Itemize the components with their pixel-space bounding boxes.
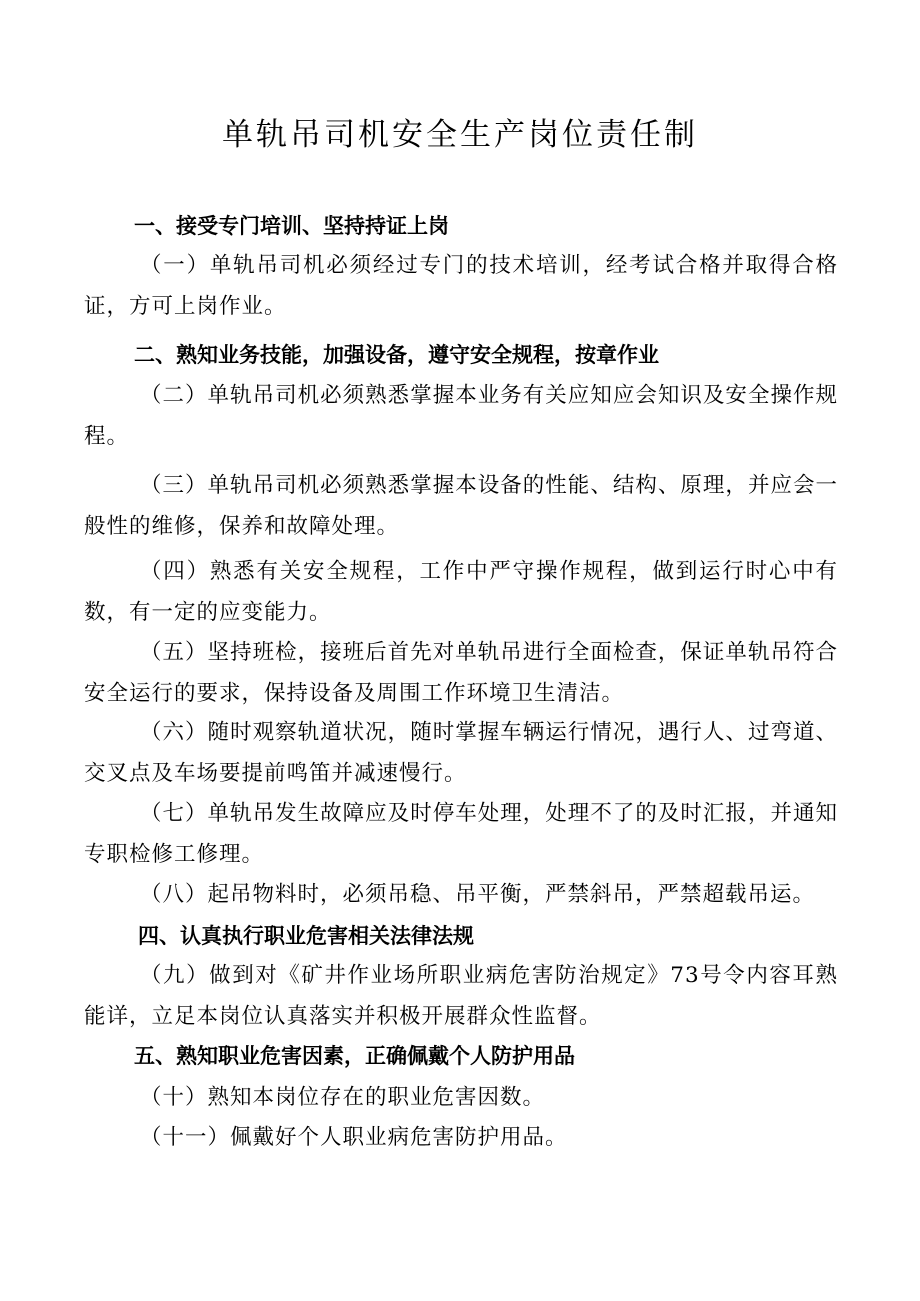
paragraph-4: （四）熟悉有关安全规程，工作中严守操作规程，做到运行时心中有数，有一定的应变能力。 xyxy=(84,559,838,625)
paragraph-1: （一）单轨吊司机必须经过专门的技术培训，经考试合格并取得合格证，方可上岗作业。 xyxy=(84,253,838,319)
paragraph-2: （二）单轨吊司机必须熟悉掌握本业务有关应知应会知识及安全操作规程。 xyxy=(84,383,838,449)
paragraph-10: （十）熟知本岗位存在的职业危害因数。 xyxy=(140,1085,546,1110)
paragraph-7: （七）单轨吊发生故障应及时停车处理，处理不了的及时汇报，并通知专职检修工修理。 xyxy=(84,801,838,867)
section-heading-2: 二、熟知业务技能，加强设备，遵守安全规程，按章作业 xyxy=(134,343,659,367)
section-heading-4: 四、认真执行职业危害相关法律法规 xyxy=(138,924,474,948)
section-heading-1: 一、接受专门培训、坚持持证上岗 xyxy=(134,214,449,238)
section-heading-5: 五、熟知职业危害因素，正确佩戴个人防护用品 xyxy=(134,1044,575,1068)
document-title: 单轨吊司机安全生产岗位责任制 xyxy=(222,117,698,153)
paragraph-6: （六）随时观察轨道状况，随时掌握车辆运行情况，遇行人、过弯道、交叉点及车场要提前鸣笛并减速慢行。 xyxy=(84,720,838,786)
paragraph-11: （十一）佩戴好个人职业病危害防护用品。 xyxy=(140,1125,568,1150)
paragraph-5: （五）坚持班检，接班后首先对单轨吊进行全面检查，保证单轨吊符合安全运行的要求，保持设备及周围工作环境卫生清洁。 xyxy=(84,640,838,706)
paragraph-9: （九）做到对《矿井作业场所职业病危害防治规定》73号令内容耳熟能详，立足本岗位认真落实并积极开展群众性监督。 xyxy=(84,963,838,1029)
paragraph-8: （八）起吊物料时，必须吊稳、吊平衡，严禁斜吊，严禁超载吊运。 xyxy=(140,882,816,907)
paragraph-3: （三）单轨吊司机必须熟悉掌握本设备的性能、结构、原理，并应会一般性的维修，保养和故障处理。 xyxy=(84,473,838,539)
